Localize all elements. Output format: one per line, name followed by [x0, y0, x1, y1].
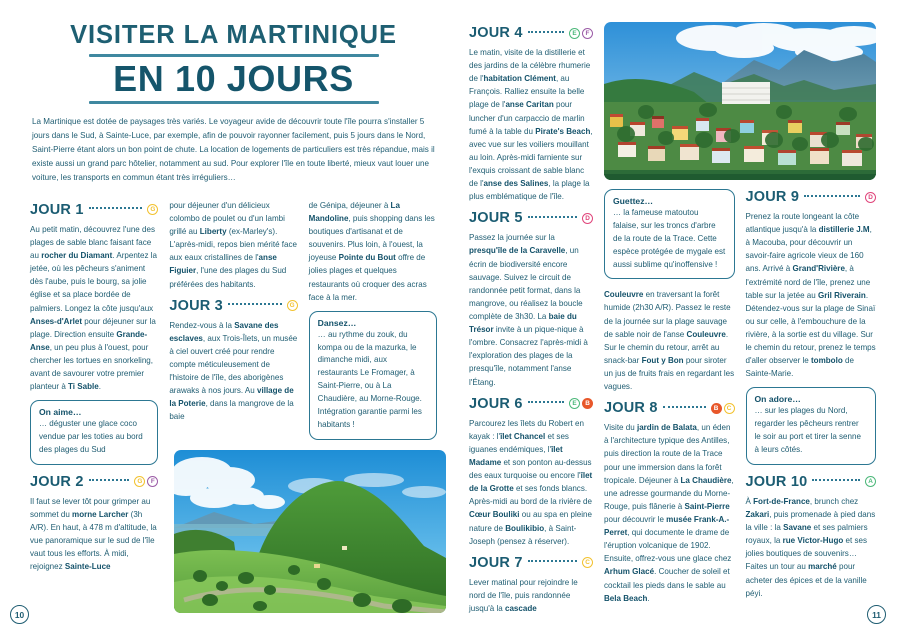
day-text-jour-8: Visite du jardin de Balata, un éden à l'architecture typique des Antilles, puis direction la route de la Trace pour une immersion dans la forêt tropicale. Déjeuner à La Chaudière, une adresse gourmande du Morne-Rouge, puis flânerie à Saint-Pierre pour découvrir le musée Frank-A.-Perret, qui documente le drame de l'éruption volcanique de 1902. Ensuite, offrez-vous une glace chez Arhum Glacé. Coucher de soleil et cocktail les pieds dans le sable au Bela Beach.: [604, 423, 734, 603]
callout-title: On adore…: [754, 394, 801, 405]
right-column-2: [604, 189, 735, 612]
page-number-right: 11: [867, 605, 886, 624]
day-heading-jour-6: [469, 396, 593, 412]
intro-paragraph: La Martinique est dotée de paysages très variés. Le voyageur avide de découvrir toute l'île pourra s'installer 5 jours dans le Sud, à Sainte-Luce, par exemple, afin de pouvoir rayonner facilement, puis 5 jours dans le Nord, Saint-Pierre étant alors un bon point de chute. La location de logements de particuliers est très répandue, mais il existe aussi un grand parc hôtelier, notamment au sud. Pour explorer l'île en toute liberté, mieux vaut louer une voiture, les transports en commun étant très irréguliers…: [32, 117, 435, 182]
day-badges: [582, 213, 593, 224]
dot-leader: [228, 303, 282, 305]
badge-icon-c: C: [582, 557, 593, 568]
day-text-jour-6: Parcourez les îlets du Robert en kayak : l'îlet Chancel et ses iguanes endémiques, l'îlet Madame et son ponton au-dessus des eaux turquoise ou encore l'îlet de la Grotte et ses fonds blancs. Après-midi au bord de la rivière de Cœur Bouliki ou au spa en pleine nature de Boulikibio, à Saint-Joseph (pensez à réserver).: [469, 418, 593, 546]
badge-icon-e: E: [569, 398, 580, 409]
callout-title: Dansez…: [317, 317, 357, 328]
dot-leader: [528, 401, 564, 403]
day-heading-jour-7: [469, 555, 593, 571]
page-title: [30, 22, 437, 104]
day-heading-jour-10: [746, 474, 877, 490]
dot-leader: [89, 207, 143, 209]
badge-icon-c: C: [724, 403, 735, 414]
title-line-2: EN 10 JOURS: [113, 57, 354, 99]
badge-icon-a: A: [865, 476, 876, 487]
day-text-jour-3: Rendez-vous à la Savane des esclaves, aux Trois-Îlets, un musée à ciel ouvert créé pour rendre compte méticuleusement de l'histoire de l'île, des aborigènes arawaks à nos jours. Au village de la Poterie, dans la mangrove de la baie: [169, 320, 298, 422]
callout-title: Guettez…: [613, 196, 654, 206]
day-text-jour-9: Prenez la route longeant la côte atlantique jusqu'à la distillerie J.M, à Macouba, pour découvrir un savoir-faire agricole vieux de 160 ans. Arrivé à Grand'Rivière, à l'extrémité nord de l'île, prenez une table sur la jetée au Gril Riverain. Détendez-vous sur la plage de Sinaï ou sur celle, à l'embouchure de la rivière, à la sortie est du village. Sur le chemin du retour, prenez le temps d'aller observer le tombolo de Sainte-Marie.: [745, 212, 876, 379]
callout-text: … la fameuse matoutou falaise, sur les troncs d'arbre de la route de la Trace. Cette espèce protégée de mygale est aussi sublime qu'inoffensive !: [613, 208, 726, 269]
day-label: JOUR 8: [604, 400, 658, 417]
right-photo-and-columns: [604, 22, 876, 622]
badge-icon-g: G: [147, 204, 158, 215]
badge-icon-g: G: [287, 300, 298, 311]
day-label: JOUR 9: [745, 189, 800, 205]
day-text-jour-5: Passez la journée sur la presqu'île de la Caravelle, un écrin de biodiversité encore sauvage. Suivez le circuit de randonnée petit format, dans la mangrove, ou réalisez la boucle complète de 3h30. La baie du Trésor invite à un pique-nique à l'ombre. Consacrez l'après-midi à l'exploration des plages de la presqu'île, notamment l'anse l'Étang.: [469, 233, 588, 387]
day-badges: [569, 28, 593, 39]
badge-icon-e: E: [569, 28, 580, 39]
day-heading-jour-4: [469, 25, 593, 41]
dot-leader: [804, 195, 860, 197]
badge-icon-d: D: [582, 213, 593, 224]
day-label: JOUR 10: [745, 473, 808, 490]
day-text-jour-4: Le matin, visite de la distillerie et des jardins de la célèbre rhumerie de l'habitation Clément, au François. Ralliez ensuite la belle plage de l'anse Caritan pour luncher d'un carpaccio de marlin fumé à la table du Pirate's Beach, avec vue sur les voiliers mouillant au loin. Après-midi farniente sur l'exquis croissant de sable blanc de l'anse des Salines, la plage la plus emblématique de l'île.: [469, 48, 593, 202]
dot-leader: [528, 31, 564, 33]
day-label: JOUR 5: [469, 210, 523, 227]
badge-icon-b: B: [582, 398, 593, 409]
badge-icon-d: D: [865, 192, 876, 203]
dot-leader: [812, 479, 860, 481]
title-rule-top: [89, 54, 379, 57]
callout-title: On aime…: [39, 407, 82, 418]
title-line-1: VISITER LA MARTINIQUE: [70, 21, 397, 49]
right-column-3: [746, 189, 877, 612]
day-text-jour-7-cont: Couleuvre en traversant la forêt humide (2h30 A/R). Passez le reste de la journée sur la plage sauvage de sable noir de l'anse Couleuvre. Sur le chemin du retour, arrêt au snack-bar Fout y Bon pour siroter un jus de fruits frais en regardant les vagues.: [604, 290, 735, 392]
callout-dansez: [309, 311, 437, 440]
day-badges: [865, 476, 876, 487]
callout-on-adore: [746, 387, 877, 465]
day-badges: [865, 192, 876, 203]
town-photo-illustration: [604, 22, 876, 180]
right-lower-columns: [604, 189, 876, 612]
day-text-jour-2-cont: pour déjeuner d'un délicieux colombo de poulet ou d'un lambi grillé au Liberty (ex-Marley's). L'après-midi, repos bien mérité face aux eaux cristallines de l'anse Figuier, l'une des plages du Sud préférées des habitants.: [169, 200, 297, 289]
day-label: JOUR 6: [469, 395, 523, 412]
day-text-jour-2: Il faut se lever tôt pour grimper au sommet du morne Larcher (3h A/R). En haut, à 478 m d'altitude, la vue panoramique sur le sud de l'île vaut tous les efforts. À midi, rejoignez Sainte-Luce: [30, 496, 157, 572]
badge-icon-b: B: [711, 403, 722, 414]
right-column-1: [469, 22, 593, 622]
photo-green-mountain: [174, 450, 446, 613]
badge-icon-g: G: [134, 476, 145, 487]
day-label: JOUR 1: [30, 201, 84, 218]
day-heading-jour-2: [30, 474, 158, 490]
day-heading-jour-9: [746, 189, 877, 205]
day-heading-jour-5: [469, 210, 593, 226]
day-badges: [287, 300, 298, 311]
page-number-left: 10: [10, 605, 29, 624]
dot-leader: [663, 406, 706, 408]
day-badges: [134, 476, 158, 487]
title-rule-bottom: [89, 101, 379, 104]
day-label: JOUR 3: [169, 297, 223, 314]
day-label: JOUR 2: [30, 473, 84, 490]
right-top-row: [469, 22, 876, 622]
left-column-1: [30, 199, 158, 581]
mountain-photo-illustration: [174, 450, 446, 613]
day-text-jour-7: Lever matinal pour rejoindre le nord de l'île, puis randonnée jusqu'à la cascade: [469, 577, 578, 613]
dot-leader: [89, 479, 130, 481]
dot-leader: [528, 216, 577, 218]
day-badges: [147, 204, 158, 215]
callout-text: … déguster une glace coco vendue par les toties au bord des plages du Sud: [39, 419, 143, 455]
day-text-jour-10: À Fort-de-France, brunch chez Zakari, puis promenade à pied dans la ville : la Savane et ses palmiers royaux, la rue Victor-Hugo et ses jolies boutiques de souvenirs… Faites un tour au marché pour acheter des épices et de la vanille péyi.: [745, 496, 876, 598]
day-heading-jour-1: [30, 202, 158, 218]
callout-on-aime: [30, 400, 158, 465]
callout-text: … sur les plages du Nord, regarder les pêcheurs rentrer le soir au port et tirer la senne à leurs côtés.: [754, 406, 861, 455]
day-badges: [582, 557, 593, 568]
day-text-jour-3-cont: de Génipa, déjeuner à La Mandoline, puis shopping dans les boutiques d'artisanat et de souvenirs. Plus loin, à l'ouest, la joyeuse Pointe du Bout offre de jolies plages et quelques restaurants où croquer des acras face à la mer.: [308, 200, 435, 302]
day-heading-jour-3: [169, 298, 297, 314]
callout-guettez: [604, 189, 735, 279]
day-badges: [711, 403, 735, 414]
day-heading-jour-8: [604, 400, 735, 416]
day-label: JOUR 4: [469, 25, 523, 41]
dot-leader: [528, 560, 577, 562]
day-badges: [569, 398, 593, 409]
callout-text: … au rythme du zouk, du kompa ou de la mazurka, le dimanche midi, aux restaurants Le Fromager, à Saint-Pierre, ou à La Chaudière, au Morne-Rouge. Intégration garantie parmi les habitants !: [317, 329, 422, 429]
badge-icon-f: F: [582, 28, 593, 39]
photo-hillside-town: [604, 22, 876, 180]
day-label: JOUR 7: [469, 554, 523, 571]
day-text-jour-1: Au petit matin, découvrez l'une des plages de sable blanc faisant face au rocher du Diamant. Arpentez la jetée, où les pêcheurs s'animent dès l'aube, puis le bourg, sa jolie église et sa place bordée de palmiers. Longez la côte jusqu'aux Anses-d'Arlet pour déjeuner sur la plage. Direction ensuite Grande-Anse, un peu plus à l'ouest, pour chercher les tortues en snorkeling, avant de savourer votre premier planteur à Ti Sable.: [30, 224, 158, 392]
badge-icon-f: F: [147, 476, 158, 487]
right-page: [455, 0, 900, 637]
